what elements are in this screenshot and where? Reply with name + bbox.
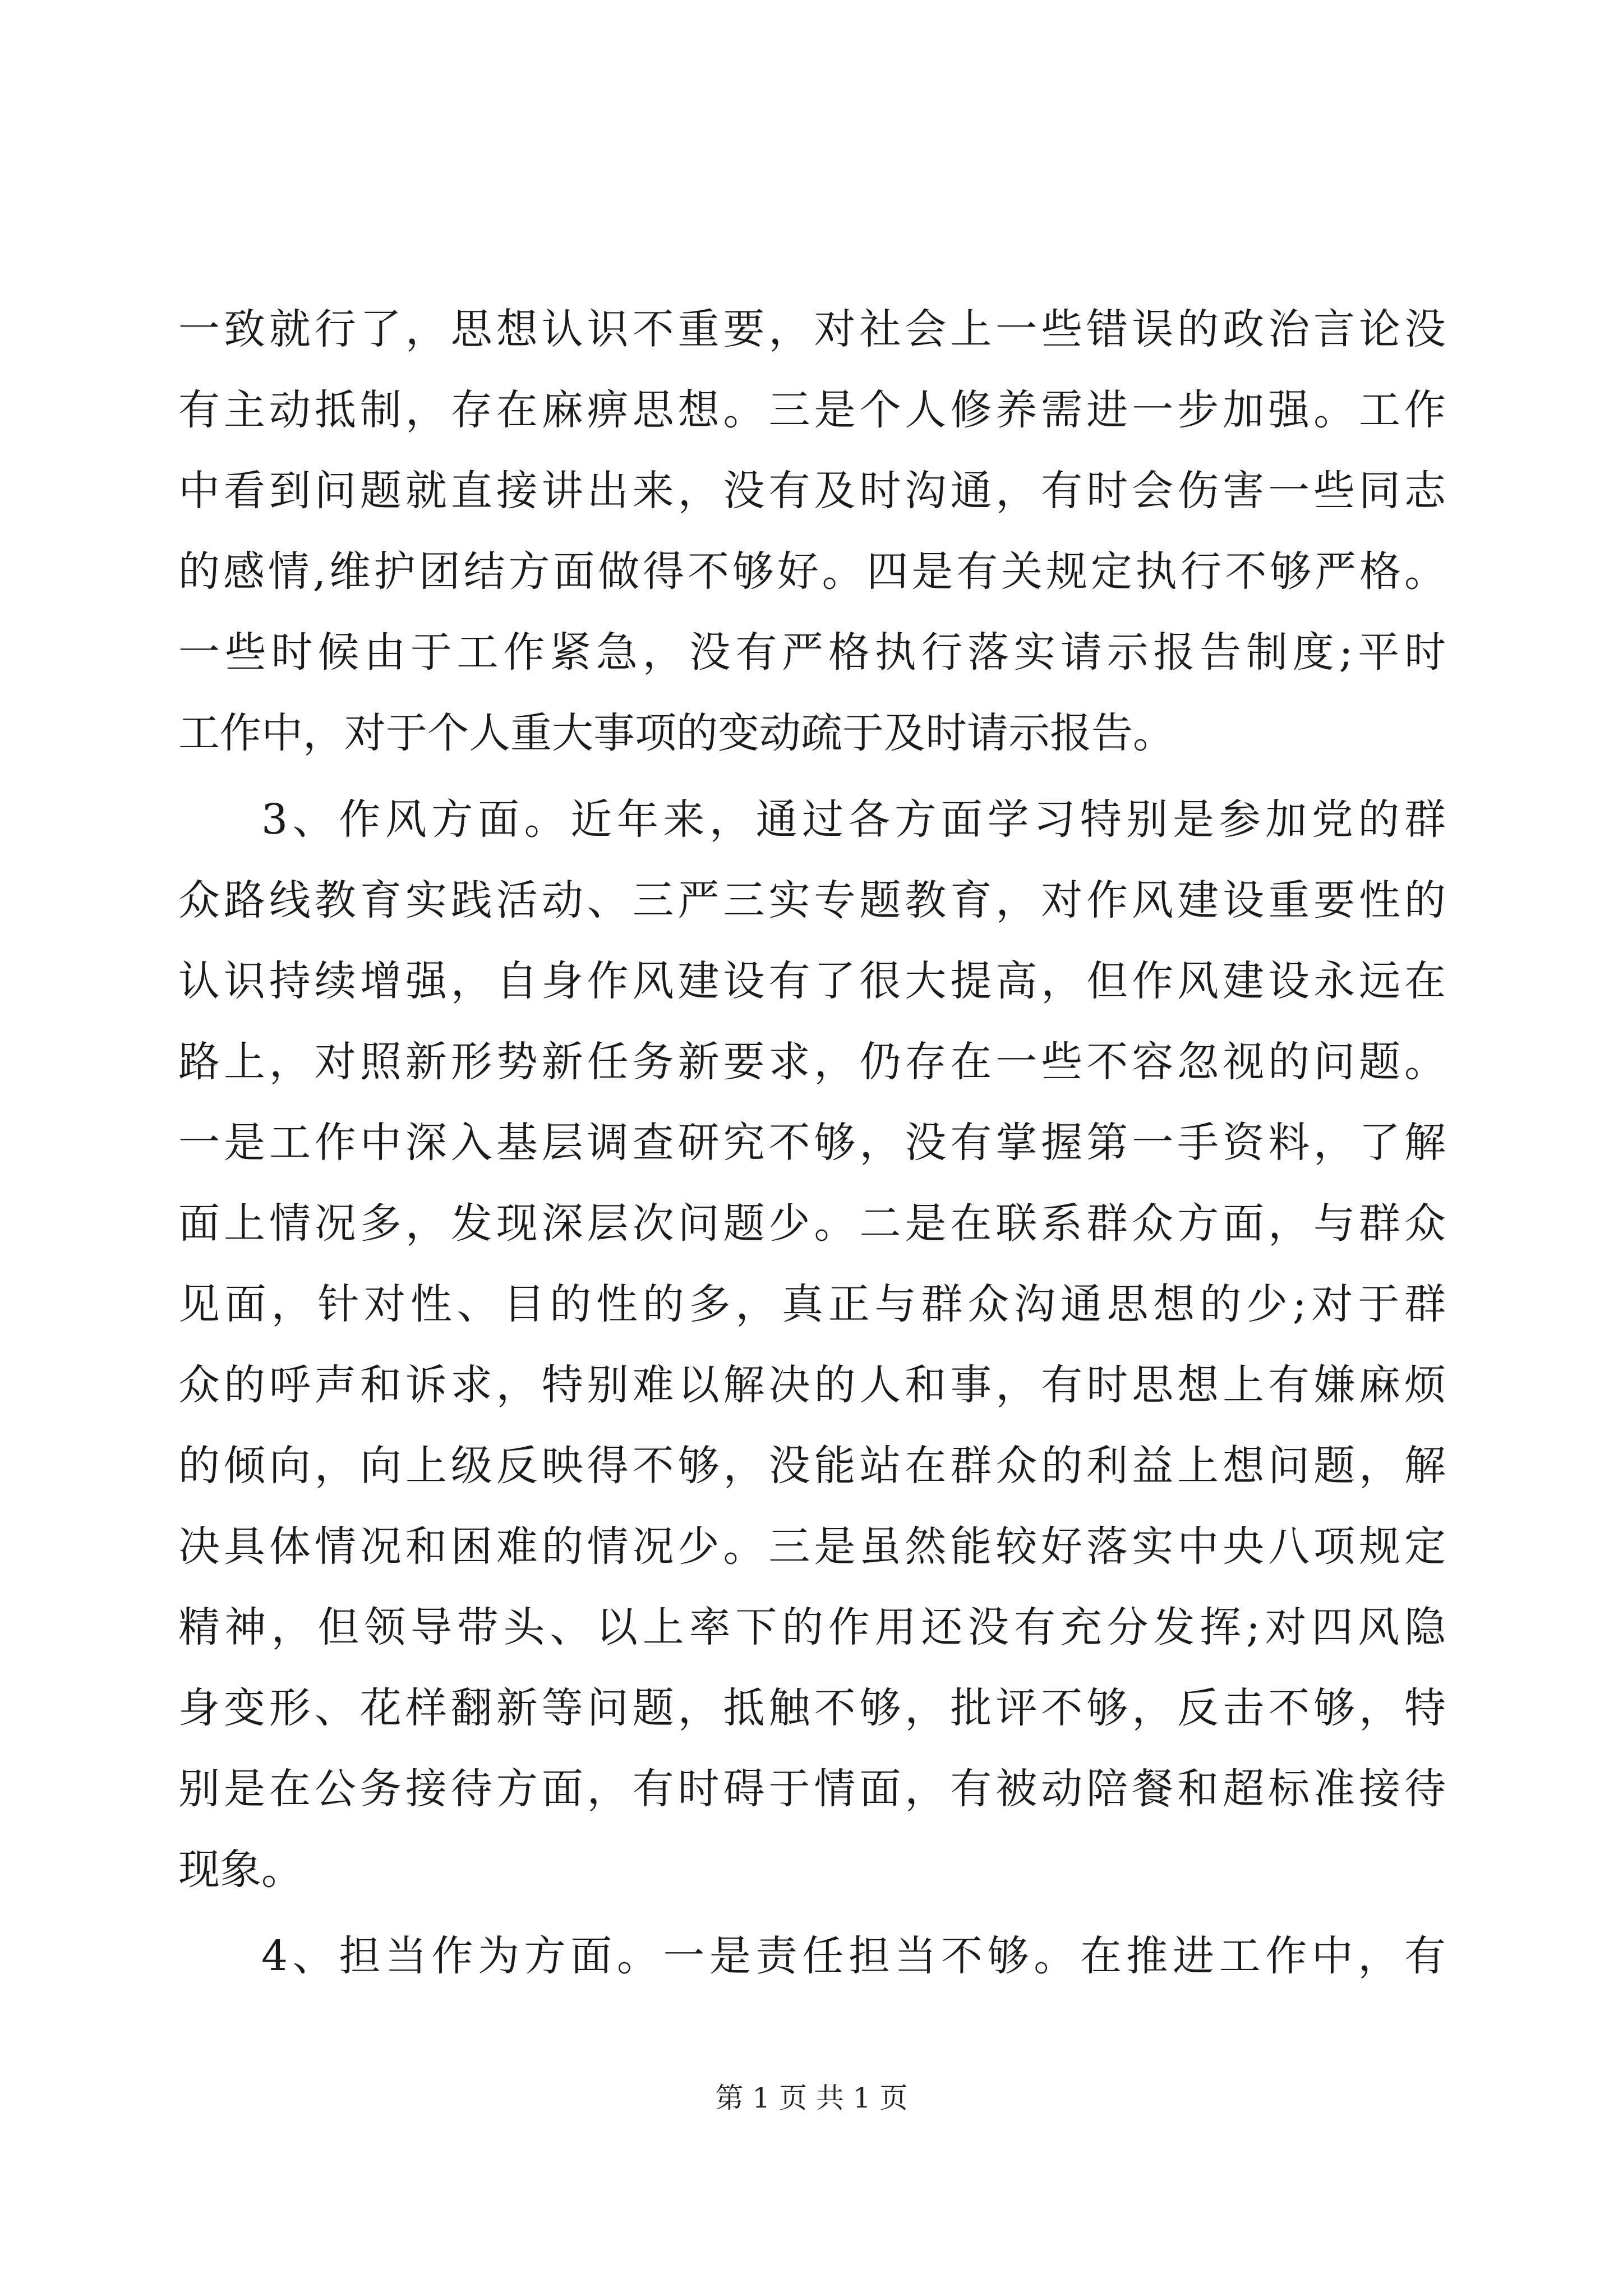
- text-line: 众路线教育实践活动、三严三实专题教育，对作风建设重要性的: [178, 876, 1446, 924]
- text-line: 工作中，对于个人重大事项的变动疏于及时请示报告。: [178, 709, 1174, 757]
- text-line: 中看到问题就直接讲出来，没有及时沟通，有时会伤害一些同志: [178, 467, 1446, 515]
- text-line: 一是工作中深入基层调查研究不够，没有掌握第一手资料，了解: [178, 1119, 1446, 1167]
- text-line: 精神，但领导带头、以上率下的作用还没有充分发挥;对四风隐: [178, 1603, 1446, 1651]
- paragraph-3: [178, 1916, 1446, 1996]
- paragraph-1: [178, 289, 1446, 774]
- text-line: 众的呼声和诉求，特别难以解决的人和事，有时思想上有嫌麻烦: [178, 1361, 1446, 1409]
- text-line: 有主动抵制，存在麻痹思想。三是个人修养需进一步加强。工作: [178, 386, 1446, 434]
- text-line: 见面，针对性、目的性的多，真正与群众沟通思想的少;对于群: [178, 1280, 1446, 1328]
- text-line: 的感情,维护团结方面做得不够好。四是有关规定执行不够严格。: [178, 547, 1446, 596]
- text-line: 决具体情况和困难的情况少。三是虽然能较好落实中央八项规定: [178, 1522, 1446, 1571]
- text-line: 3、作风方面。近年来，通过各方面学习特别是参加党的群: [261, 795, 1446, 844]
- text-line: 一致就行了，思想认识不重要，对社会上一些错误的政治言论没: [178, 305, 1446, 353]
- text-line: 4、担当作为方面。一是责任担当不够。在推进工作中，有: [261, 1932, 1446, 1980]
- document-body: [178, 289, 1446, 1996]
- page-number-footer: 第 1 页 共 1 页: [715, 2082, 908, 2114]
- text-line: 的倾向，向上级反映得不够，没能站在群众的利益上想问题，解: [178, 1442, 1446, 1490]
- text-line: 认识持续增强，自身作风建设有了很大提高，但作风建设永远在: [178, 957, 1446, 1005]
- text-line: 身变形、花样翻新等问题，抵触不够，批评不够，反击不够，特: [178, 1684, 1446, 1732]
- text-line: 路上，对照新形势新任务新要求，仍存在一些不容忽视的问题。: [178, 1038, 1446, 1086]
- text-line: 面上情况多，发现深层次问题少。二是在联系群众方面，与群众: [178, 1199, 1446, 1248]
- paragraph-2: [178, 779, 1446, 1910]
- text-line: 别是在公务接待方面，有时碍于情面，有被动陪餐和超标准接待: [178, 1765, 1446, 1813]
- text-line: 一些时候由于工作紧急，没有严格执行落实请示报告制度;平时: [178, 628, 1446, 677]
- text-line: 现象。: [178, 1846, 303, 1894]
